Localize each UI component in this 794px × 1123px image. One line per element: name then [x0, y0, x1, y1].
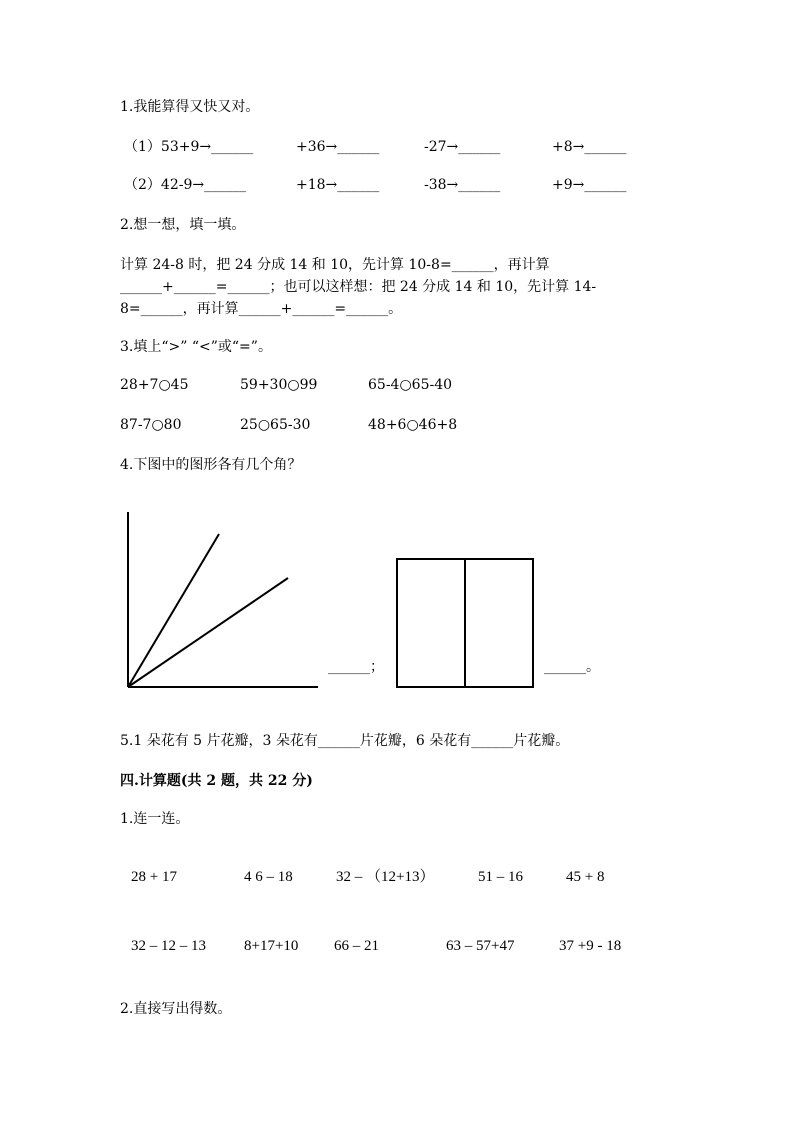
q1-row1-item-3: -27→______ [424, 139, 501, 155]
q5-text: 5.1 朵花有 5 片花瓣，3 朵花有______片花瓣，6 朵花有______片花瓣。 [120, 733, 570, 749]
q1-row1-item-1: （1）53+9→______ [124, 139, 254, 155]
q2-line-3: 8=______，再计算______+______=______。 [120, 301, 403, 317]
q3-row1-item-2: 59+30○99 [240, 377, 318, 393]
c1-row2-expr-2: 8+17+10 [244, 938, 299, 954]
c1-row1-expr-1: 28 + 17 [131, 869, 177, 885]
q1-row2-item-3: -38→______ [424, 177, 501, 193]
q2-line-1: 计算 24-8 时，把 24 分成 14 和 10，先计算 10-8=______，再计算 [120, 257, 550, 273]
c1-row1-expr-4: 51 – 16 [478, 869, 523, 885]
section-title: 四.计算题(共 2 题，共 22 分) [120, 773, 313, 789]
c1-row1-expr-3: 32 – （12+13） [336, 869, 435, 885]
q3-row1-item-3: 65-4○65-40 [368, 377, 453, 393]
q3-title: 3.填上“>” “<”或“=”。 [120, 339, 272, 355]
q3-row2-item-3: 48+6○46+8 [368, 417, 458, 433]
q1-row1-item-2: +36→______ [296, 139, 380, 155]
q3-row2-item-1: 87-7○80 [120, 417, 182, 433]
q3-row2-item-2: 25○65-30 [240, 417, 311, 433]
c1-row2-expr-5: 37 +9 - 18 [559, 938, 622, 954]
q4-blank-2: ______。 [544, 659, 600, 675]
c2-title: 2.直接写出得数。 [120, 1001, 232, 1017]
q3-row1-item-1: 28+7○45 [120, 377, 189, 393]
q1-row2-item-2: +18→______ [296, 177, 380, 193]
q4-title: 4.下图中的图形各有几个角？ [120, 457, 302, 473]
c1-row2-expr-4: 63 – 57+47 [446, 938, 515, 954]
q1-title: 1.我能算得又快又对。 [120, 99, 260, 115]
q4-blank-1: ______； [328, 659, 384, 675]
c1-row1-expr-5: 45 + 8 [566, 869, 605, 885]
q2-title: 2.想一想，填一填。 [120, 217, 246, 233]
angle-steep-ray [128, 534, 219, 687]
c1-title: 1.连一连。 [120, 811, 190, 827]
q1-row2-item-4: +9→______ [552, 177, 627, 193]
q1-row2-item-1: （2）42-9→______ [124, 177, 247, 193]
angle-shallow-ray [128, 578, 288, 687]
q1-row1-item-4: +8→______ [552, 139, 627, 155]
angle-figure [128, 512, 318, 687]
q2-line-2: ______+______=______；也可以这样想：把 24 分成 14 和 10，先计算 14- [120, 279, 597, 295]
rectangle-figure [397, 559, 533, 687]
c1-row2-expr-3: 66 – 21 [334, 938, 379, 954]
c1-row1-expr-2: 4 6 – 18 [244, 869, 293, 885]
c1-row2-expr-1: 32 – 12 – 13 [131, 938, 206, 954]
